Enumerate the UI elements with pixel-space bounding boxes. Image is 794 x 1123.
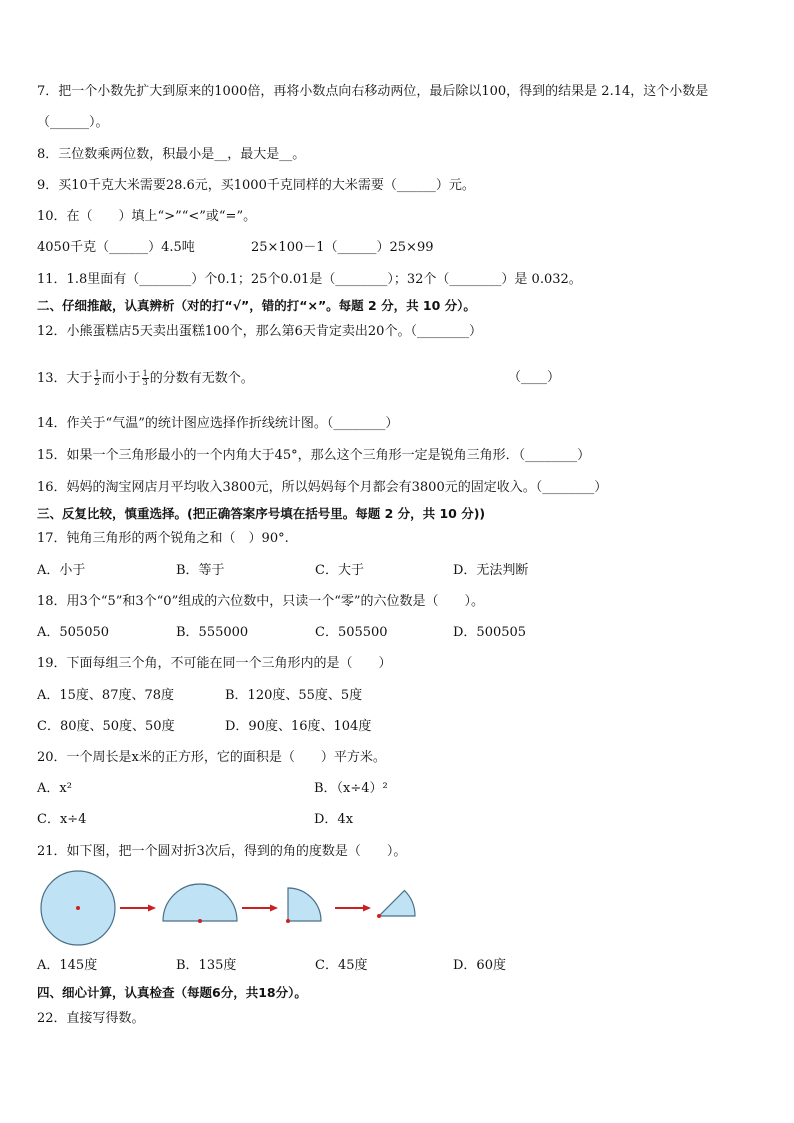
- question-22: 22．直接写得数。: [37, 1011, 145, 1026]
- question-7-line2: （______）。: [37, 115, 109, 130]
- question-13: [37, 370, 254, 387]
- quarter-circle-shape: [288, 888, 321, 921]
- section-4-heading: 四、细心计算，认真检查（每题6分，共18分）。: [37, 985, 307, 1000]
- circle-folding-figure: [38, 868, 428, 960]
- q19-option-d: D．90度、16度、104度: [225, 719, 372, 734]
- question-13-suffix: 的分数有无数个。: [149, 371, 254, 386]
- half-circle-shape: [163, 884, 237, 921]
- question-9: 9．买10千克大米需要28.6元，买1000千克同样的大米需要（______）元。: [37, 178, 475, 193]
- eighth-center-point: [377, 914, 381, 918]
- section-3-heading: 三、反复比较，慎重选择。(把正确答案序号填在括号里。每题 2 分，共 10 分)): [37, 506, 486, 521]
- half-center-point: [198, 919, 202, 923]
- question-19: 19．下面每组三个角，不可能在同一个三角形内的是（ ）: [37, 656, 392, 671]
- question-12: 12．小熊蛋糕店5天卖出蛋糕100个，那么第6天肯定卖出20个。（________）: [37, 324, 482, 339]
- fraction-one-half: $\frac{1}{2}$: [94, 369, 100, 387]
- question-21: 21．如下图，把一个圆对折3次后，得到的角的度数是（ ）。: [37, 844, 407, 859]
- q21-option-d: D．60度: [453, 958, 506, 973]
- arrow-2-icon: [242, 905, 278, 912]
- q20-option-a: A．x²: [37, 781, 72, 796]
- q19-option-a: A．15度、87度、78度: [37, 688, 175, 703]
- q17-option-c: C．大于: [315, 563, 364, 578]
- q21-option-b: B．135度: [176, 958, 237, 973]
- question-17: 17．钝角三角形的两个锐角之和（ ）90°.: [37, 531, 289, 546]
- q19-option-b: B．120度、55度、5度: [225, 688, 363, 703]
- q18-option-c: C．505500: [315, 625, 388, 640]
- section-2-heading: 二、仔细推敲，认真辨析（对的打“√”，错的打“×”。每题 2 分，共 10 分）。: [37, 298, 476, 313]
- q20-option-c: C．x÷4: [37, 812, 87, 827]
- q18-option-b: B．555000: [176, 625, 249, 640]
- question-13-answer-blank: （____）: [508, 370, 561, 385]
- q21-option-a: A．145度: [37, 958, 98, 973]
- q18-option-a: A．505050: [37, 625, 110, 640]
- q19-option-c: C．80度、50度、50度: [37, 719, 175, 734]
- question-18: 18．用3个“5”和3个“0”组成的六位数中，只读一个“零”的六位数是（ ）。: [37, 594, 485, 609]
- center-point: [76, 906, 80, 910]
- q21-option-c: C．45度: [315, 958, 368, 973]
- question-13-prefix: 13．大于: [37, 371, 93, 386]
- question-13-mid: 而小于: [101, 371, 141, 386]
- question-11: 11．1.8里面有（________）个0.1；25个0.01是（________）；32个（________）是 0.032。: [37, 272, 582, 287]
- question-10: 10．在（ ）填上“>”“<”或“=”。: [37, 209, 257, 224]
- question-15: 15．如果一个三角形最小的一个内角大于45°，那么这个三角形一定是锐角三角形．（________）: [37, 448, 591, 463]
- q20-option-b: B．（x÷4）²: [314, 781, 388, 796]
- question-20: 20．一个周长是x米的正方形，它的面积是（ ）平方米。: [37, 750, 386, 765]
- question-8: 8．三位数乘两位数，积最小是__，最大是__。: [37, 147, 306, 162]
- eighth-circle-shape: [379, 891, 415, 917]
- q18-option-d: D．500505: [453, 625, 527, 640]
- question-10-item-b: 25×100－1（______）25×99: [251, 240, 434, 255]
- q17-option-d: D．无法判断: [453, 563, 529, 578]
- fraction-one-third: $\frac{1}{3}$: [142, 369, 148, 387]
- q17-option-a: A．小于: [37, 563, 86, 578]
- question-16: 16．妈妈的淘宝网店月平均收入3800元，所以妈妈每个月都会有3800元的固定收入。（________）: [37, 480, 608, 495]
- question-14: 14．作关于“气温”的统计图应选择作折线统计图。（________）: [37, 416, 399, 431]
- q17-option-b: B．等于: [176, 563, 225, 578]
- arrow-1-icon: [120, 905, 156, 912]
- arrow-3-icon: [335, 905, 371, 912]
- q20-option-d: D．4x: [314, 812, 354, 827]
- question-7-line1: 7．把一个小数先扩大到原来的1000倍，再将小数点向右移动两位，最后除以100，得到的结果是 2.14，这个小数是: [37, 84, 709, 99]
- question-10-item-a: 4050千克（______）4.5吨: [37, 240, 195, 255]
- quarter-center-point: [286, 919, 290, 923]
